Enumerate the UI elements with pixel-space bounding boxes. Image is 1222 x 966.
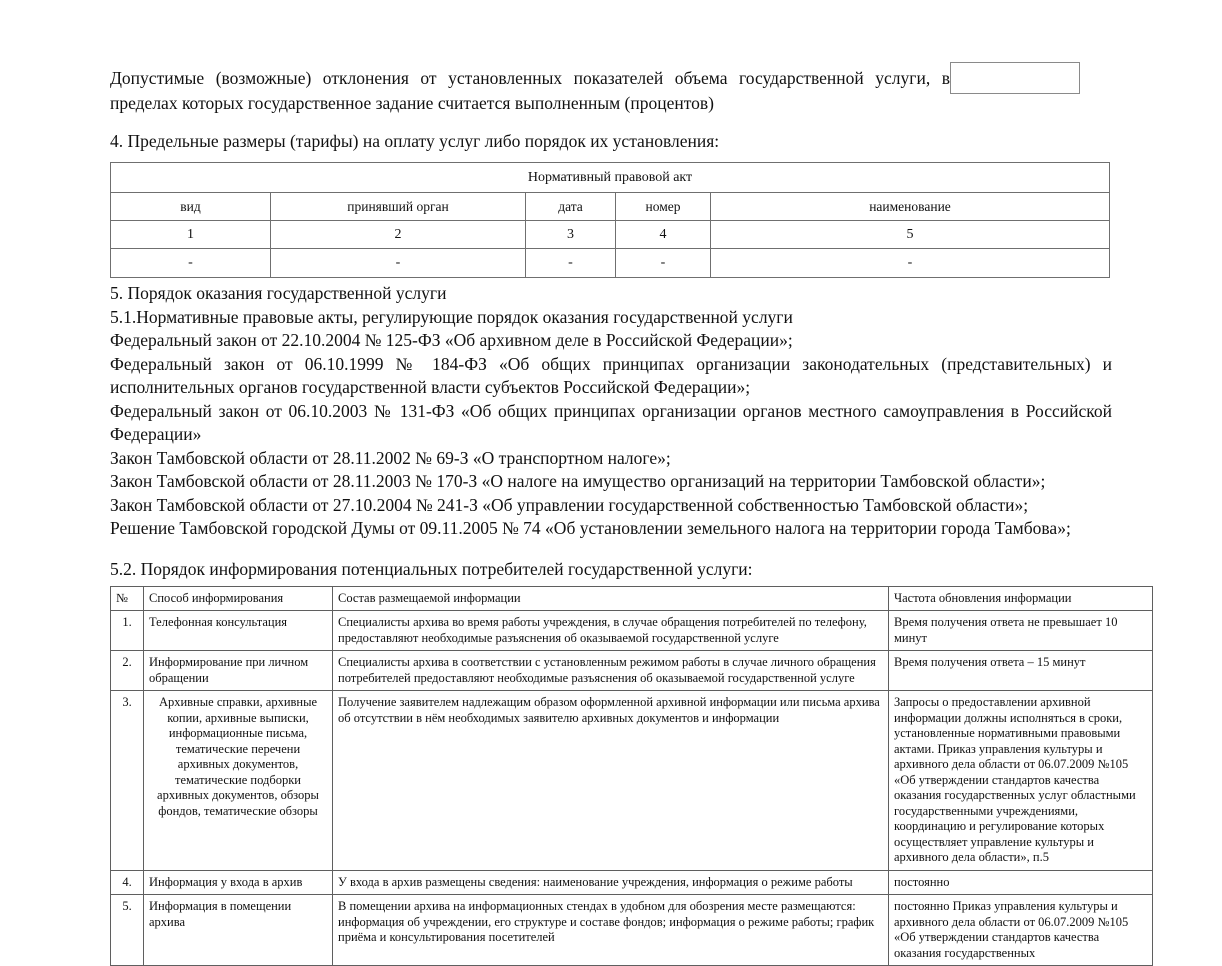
- row-content: Получение заявителем надлежащим образом оформленной архивной информации или письма архива об отсутствии в нём необходимых заявителю архивных документов и информации: [333, 691, 889, 871]
- row-content: В помещении архива на информационных стендах в удобном для обозрения месте размещаются: информация об учреждении, его структуре и составе фондов; информация о режиме работы; график приёма и консультирования посетителей: [333, 895, 889, 966]
- num-4: 4: [616, 221, 711, 249]
- row-frequency: постоянно: [889, 870, 1153, 895]
- legal-act-header: Нормативный правовой акт: [111, 163, 1110, 193]
- cell-naименование: -: [711, 249, 1110, 278]
- num-1: 1: [111, 221, 271, 249]
- row-num: 4.: [111, 870, 144, 895]
- act-item-5: Закон Тамбовской области от 28.11.2003 № 170-З «О налоге на имущество организаций на территории Тамбовской области»;: [110, 470, 1112, 494]
- cell-data: -: [526, 249, 616, 278]
- document-content: [110, 66, 1112, 966]
- allowed-deviations-paragraph: [110, 66, 1112, 116]
- row-frequency: Время получения ответа – 15 минут: [889, 651, 1153, 691]
- table-row: [111, 691, 1153, 871]
- row-num: 3.: [111, 691, 144, 871]
- allowed-deviations-line2: пределах которых государственное задание считается выполненным (процентов): [110, 91, 950, 116]
- row-num: 1.: [111, 611, 144, 651]
- act-item-4: Закон Тамбовской области от 28.11.2002 № 69-З «О транспортном налоге»;: [110, 447, 1112, 471]
- act-item-1: Федеральный закон от 22.10.2004 № 125-ФЗ «Об архивном деле в Российской Федерации»;: [110, 329, 1112, 353]
- num-3: 3: [526, 221, 616, 249]
- header-content: Состав размещаемой информации: [333, 586, 889, 611]
- cell-organ: -: [271, 249, 526, 278]
- header-num: №: [111, 586, 144, 611]
- table-row: [111, 895, 1153, 966]
- section-52-title: 5.2. Порядок информирования потенциальных потребителей государственной услуги:: [110, 559, 1112, 580]
- row-way: Информирование при личном обращении: [144, 651, 333, 691]
- table-row: [111, 870, 1153, 895]
- row-content: Специалисты архива во время работы учреждения, в случае обращения потребителей по телефону, предоставляют необходимые разъяснения об оказываемой государственной услуге: [333, 611, 889, 651]
- num-5: 5: [711, 221, 1110, 249]
- deviation-percent-input[interactable]: [950, 62, 1080, 94]
- col-data: дата: [526, 193, 616, 221]
- header-frequency: Частота обновления информации: [889, 586, 1153, 611]
- num-2: 2: [271, 221, 526, 249]
- col-organ: принявший орган: [271, 193, 526, 221]
- col-vid: вид: [111, 193, 271, 221]
- table-row: [111, 249, 1110, 278]
- section-4-title: 4. Предельные размеры (тарифы) на оплату услуг либо порядок их установления:: [110, 129, 1112, 154]
- section-51-title: 5.1.Нормативные правовые акты, регулирующие порядок оказания государственной услуги: [110, 306, 1112, 330]
- row-frequency: Запросы о предоставлении архивной информации должны исполняться в сроки, установленные нормативными правовыми актами. Приказ управления культуры и архивного дела области от 06.07.2009 №105 «Об утверждении стандартов качества оказания государственных услуг областными государственными учреждениями, координацию и регулирование которых осуществляет управление культуры и архивного дела области», п.5: [889, 691, 1153, 871]
- table-row: [111, 651, 1153, 691]
- tariffs-legal-act-table: [110, 162, 1110, 278]
- act-item-2: Федеральный закон от 06.10.1999 № 184-ФЗ «Об общих принципах организации законодательных (представительных) и исполнительных органов государственной власти субъектов Российской Федерации»;: [110, 353, 1112, 400]
- cell-vid: -: [111, 249, 271, 278]
- act-item-6: Закон Тамбовской области от 27.10.2004 № 241-З «Об управлении государственной собственностью Тамбовской области»;: [110, 494, 1112, 518]
- row-way: Информация у входа в архив: [144, 870, 333, 895]
- act-item-7: Решение Тамбовской городской Думы от 09.11.2005 № 74 «Об установлении земельного налога на территории города Тамбова»;: [110, 517, 1112, 541]
- col-naименование: наименование: [711, 193, 1110, 221]
- row-num: 2.: [111, 651, 144, 691]
- row-content: У входа в архив размещены сведения: наименование учреждения, информация о режиме работы: [333, 870, 889, 895]
- header-way: Способ информирования: [144, 586, 333, 611]
- table-row-columns: [111, 193, 1110, 221]
- table-row-numbering: [111, 221, 1110, 249]
- row-content: Специалисты архива в соответствии с установленным режимом работы в случае личного обращения потребителей предоставляют необходимые разъяснения об оказываемой государственной услуге: [333, 651, 889, 691]
- act-item-3: Федеральный закон от 06.10.2003 № 131-ФЗ «Об общих принципах организации органов местного самоуправления в Российской Федерации»: [110, 400, 1112, 447]
- table-row: [111, 611, 1153, 651]
- table-row-main-header: [111, 163, 1110, 193]
- table-header-row: [111, 586, 1153, 611]
- row-frequency: Время получения ответа не превышает 10 минут: [889, 611, 1153, 651]
- section-5-title: 5. Порядок оказания государственной услуги: [110, 282, 1112, 306]
- col-nomer: номер: [616, 193, 711, 221]
- row-way: Телефонная консультация: [144, 611, 333, 651]
- cell-nomer: -: [616, 249, 711, 278]
- section-5-block: [110, 282, 1112, 541]
- row-frequency: постоянно Приказ управления культуры и архивного дела области от 06.07.2009 №105 «Об утверждении стандартов качества оказания государственных: [889, 895, 1153, 966]
- row-way: Архивные справки, архивные копии, архивные выписки, информационные письма, тематические перечени архивных документов, тематические подборки архивных документов, обзоры фондов, тематические обзоры: [144, 691, 333, 871]
- row-way: Информация в помещении архива: [144, 895, 333, 966]
- information-procedure-table: [110, 586, 1153, 966]
- row-num: 5.: [111, 895, 144, 966]
- allowed-deviations-line1: Допустимые (возможные) отклонения от установленных показателей объема государственной услуги, в: [110, 66, 950, 91]
